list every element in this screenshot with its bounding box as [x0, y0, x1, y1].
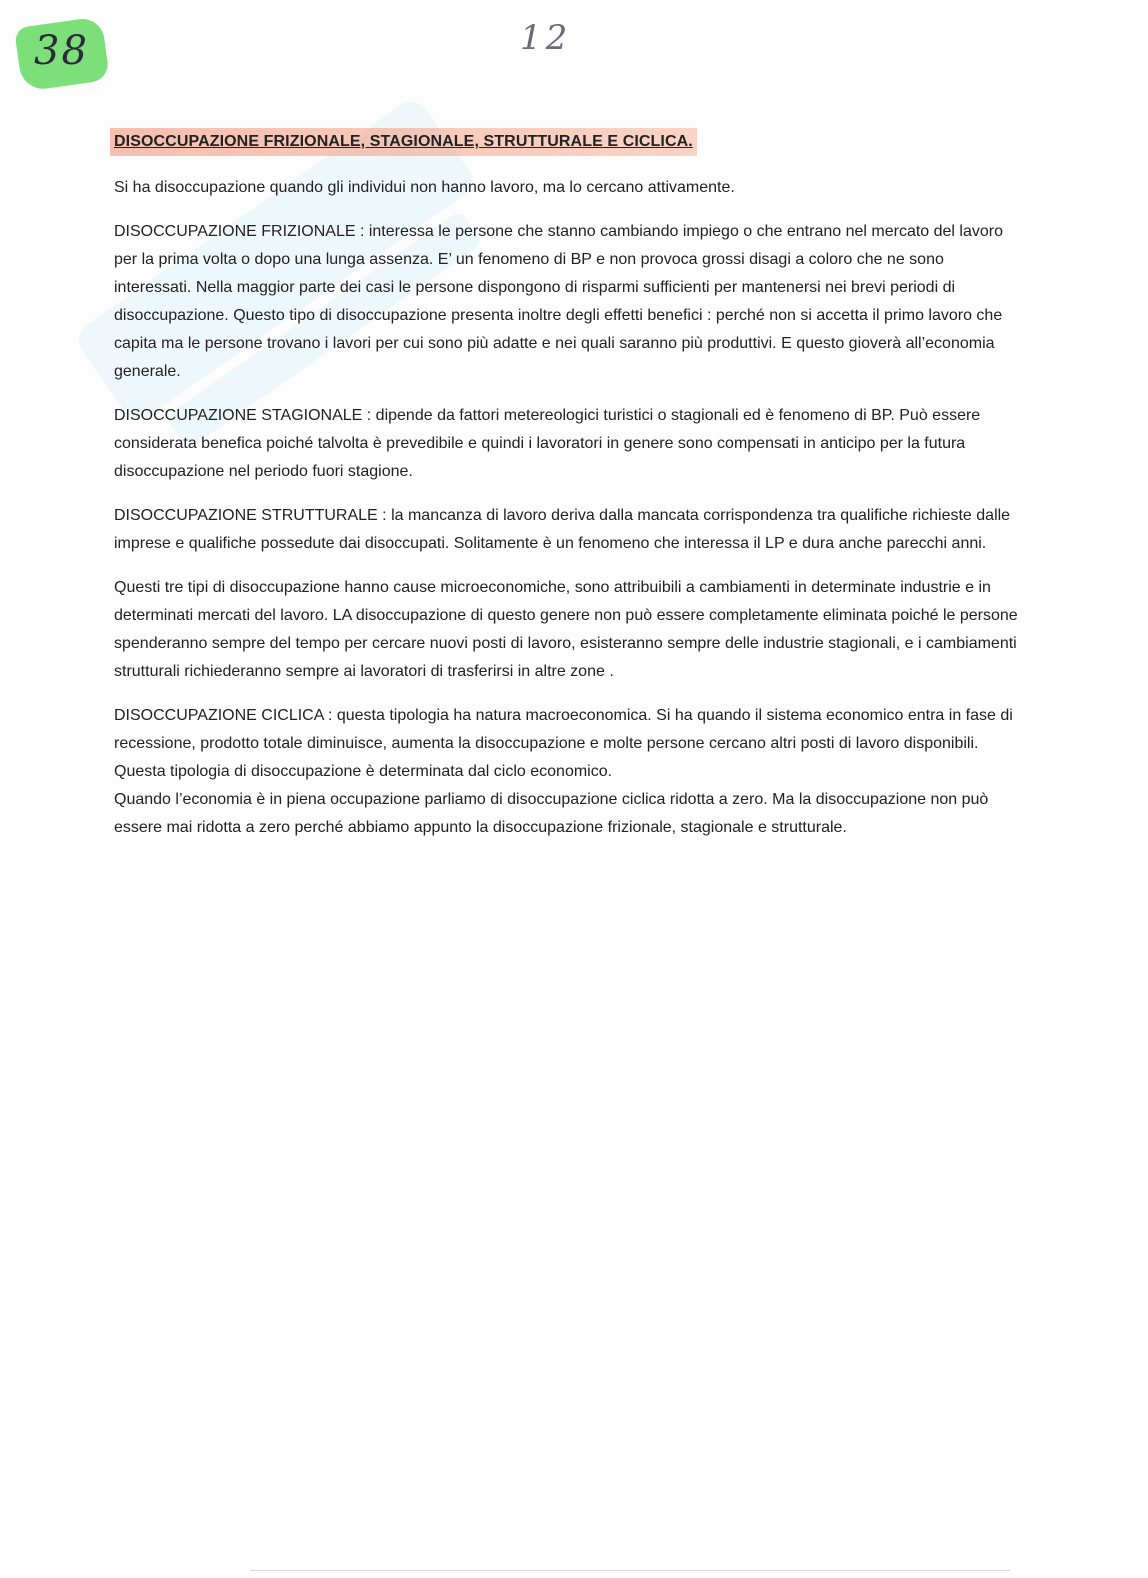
intro-paragraph: Si ha disoccupazione quando gli individui non hanno lavoro, ma lo cercano attivamente. — [114, 179, 735, 196]
ciclica-conclusion: Quando l’economia è in piena occupazione parliamo di disoccupazione ciclica ridotta a zero. Ma la disoccupazione non può essere mai ridotta a zero perché abbiamo appunto la disoccupazione frizionale, stagionale e strutturale. — [114, 791, 989, 836]
handwritten-page-number: 38 — [34, 28, 89, 74]
ciclica-paragraph: DISOCCUPAZIONE CICLICA : questa tipologia ha natura macroeconomica. Si ha quando il sistema economico entra in fase di recessione, prodotto totale diminuisce, aumenta la disoccupazione e molte persone cercano altri posti di lavoro disponibili. — [114, 707, 1013, 752]
frizionale-paragraph: DISOCCUPAZIONE FRIZIONALE : interessa le persone che stanno cambiando impiego o che entrano nel mercato del lavoro per la prima volta o dopo una lunga assenza. E’ un fenomeno di BP e non provoca grossi disagi a coloro che ne sono interessati. Nella maggior parte dei casi le persone dispongono di risparmi sufficienti per mantenersi nei brevi periodi di disoccupazione. Questo tipo di disoccupazione presenta inoltre degli effetti benefici : perché non si accetta il primo lavoro che capita ma le persone trovano i lavori per cui sono più adatte e nei quali saranno più produttivi. E questo gioverà all’economia generale. — [114, 223, 1004, 380]
stagionale-paragraph: DISOCCUPAZIONE STAGIONALE : dipende da fattori metereologici turistici o stagionali ed è fenomeno di BP. Può essere considerata benefica poiché talvolta è prevedibile e quindi i lavoratori in genere sono compensati in anticipo per la futura disoccupazione nel periodo fuori stagione. — [114, 407, 981, 480]
document-body — [114, 128, 1024, 858]
ciclica-cause-line: Questa tipologia di disoccupazione è determinata dal ciclo economico. — [114, 763, 613, 780]
micro-causes-paragraph: Questi tre tipi di disoccupazione hanno cause microeconomiche, sono attribuibili a cambiamenti in determinate industrie e in determinati mercati del lavoro. LA disoccupazione di questo genere non può essere completamente eliminata poiché le persone spenderanno sempre del tempo per cercare nuovi posti di lavoro, esisteranno sempre delle industrie stagionali, e i cambiamenti strutturali richiederanno sempre ai lavoratori di trasferirsi in altre zone . — [114, 579, 1018, 680]
strutturale-paragraph: DISOCCUPAZIONE STRUTTURALE : la mancanza di lavoro deriva dalla mancata corrispondenza tra qualifiche richieste dalle imprese e qualifiche possedute dai disoccupati. Solitamente è un fenomeno che interessa il LP e dura anche parecchi anni. — [114, 507, 1011, 552]
document-title: DISOCCUPAZIONE FRIZIONALE, STAGIONALE, STRUTTURALE E CICLICA. — [110, 128, 697, 156]
scan-edge-line — [250, 1570, 1010, 1571]
handwritten-sheet-number: 12 — [520, 18, 572, 58]
